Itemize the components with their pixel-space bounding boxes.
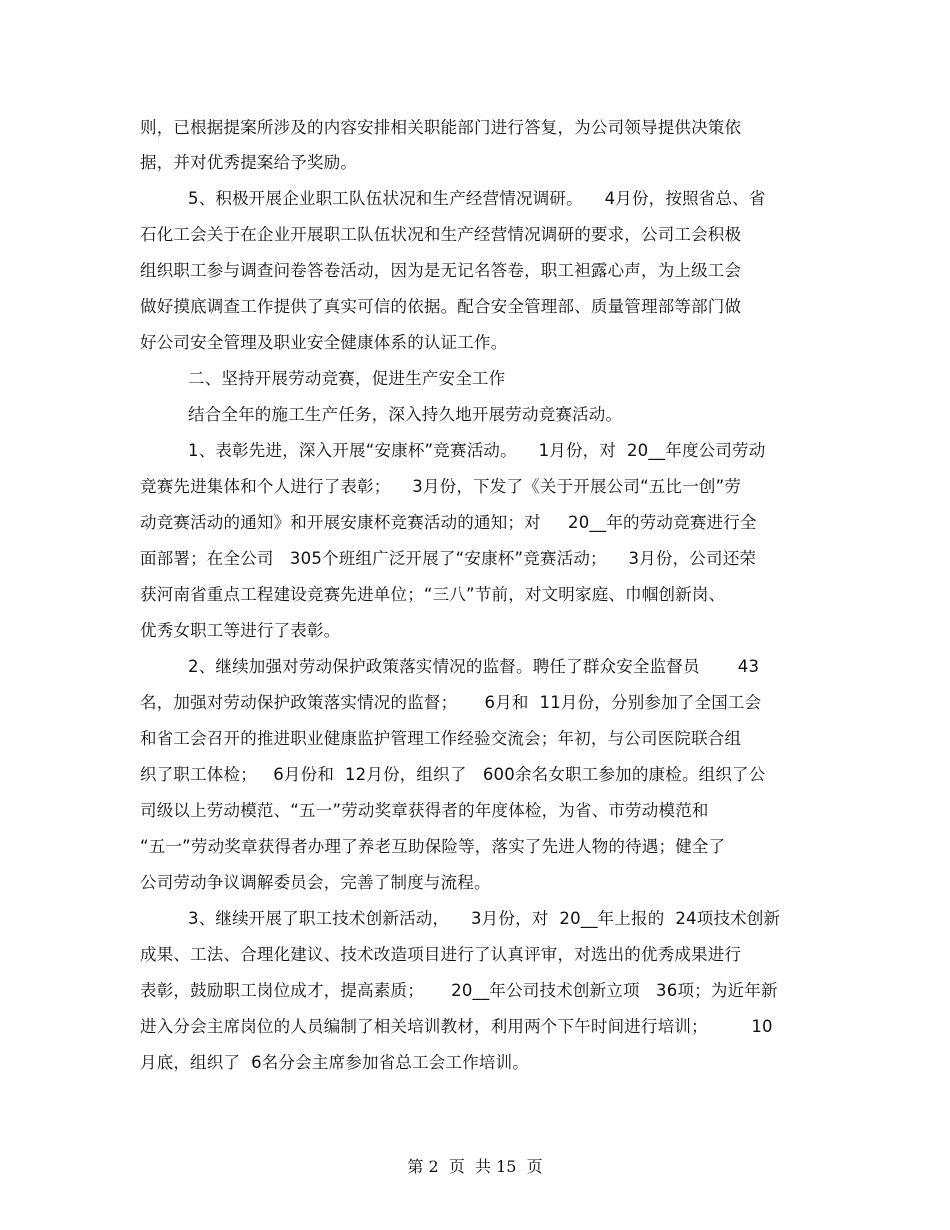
paragraph-line: 1、表彰先进，深入开展“安康杯”竞赛活动。 1月份，对 20__年度公司劳动	[188, 441, 766, 460]
paragraph-line: 月底，组织了 6名分会主席参加省总工会工作培训。	[140, 1053, 529, 1072]
paragraph-line: 面部署；在全公司 305个班组广泛开展了“安康杯”竞赛活动； 3月份，公司还荣	[140, 549, 757, 568]
paragraph-line: 5、积极开展企业职工队伍状况和生产经营情况调研。 4月份，按照省总、省	[188, 189, 766, 208]
paragraph-line: 结合全年的施工生产任务，深入持久地开展劳动竞赛活动。	[188, 405, 623, 424]
paragraph-line: 公司劳动争议调解委员会，完善了制度与流程。	[140, 873, 491, 892]
paragraph-line: 石化工会关于在企业开展职工队伍状况和生产经营情况调研的要求，公司工会积极	[140, 225, 742, 244]
paragraph-line: 成果、工法、合理化建议、技术改造项目进行了认真评审，对选出的优秀成果进行	[140, 945, 742, 964]
paragraph-line: 动竞赛活动的通知》和开展安康杯竞赛活动的通知；对 20__年的劳动竞赛进行全	[140, 513, 757, 532]
paragraph-line: 好公司安全管理及职业安全健康体系的认证工作。	[140, 333, 508, 352]
paragraph-line: 2、继续加强对劳动保护政策落实情况的监督。聘任了群众安全监督员 43	[188, 657, 760, 676]
page-footer: 第 2 页 共 15 页	[407, 1157, 543, 1176]
paragraph-line: 竞赛先进集体和个人进行了表彰； 3月份，下发了《关于开展公司“五比一创”劳	[140, 477, 742, 496]
paragraph-line: 司级以上劳动模范、“五一”劳动奖章获得者的年度体检，为省、市劳动模范和	[140, 801, 709, 820]
paragraph-line: 进入分会主席岗位的人员编制了相关培训教材，利用两个下午时间进行培训； 10	[140, 1017, 773, 1036]
paragraph-line: 二、坚持开展劳动竞赛，促进生产安全工作	[188, 369, 506, 388]
paragraph-line: 名，加强对劳动保护政策落实情况的监督； 6月和 11月份，分别参加了全国工会	[140, 693, 762, 712]
paragraph-line: 获河南省重点工程建设竞赛先进单位；“三八”节前，对文明家庭、巾帼创新岗、	[140, 585, 726, 604]
paragraph-line: “五一”劳动奖章获得者办理了养老互助保险等，落实了先进人物的待遇；健全了	[140, 837, 726, 856]
paragraph-line: 织了职工体检； 6月份和 12月份，组织了 600余名女职工参加的康检。组织了公	[140, 765, 766, 784]
paragraph-line: 和省工会召开的推进职业健康监护管理工作经验交流会；年初，与公司医院联合组	[140, 729, 742, 748]
paragraph-line: 表彰，鼓励职工岗位成才，提高素质； 20__年公司技术创新立项 36项；为近年新	[140, 981, 778, 1000]
paragraph-line: 组织职工参与调查问卷答卷活动，因为是无记名答卷，职工袒露心声，为上级工会	[140, 261, 742, 280]
paragraph-line: 据，并对优秀提案给予奖励。	[140, 153, 358, 172]
paragraph-line: 3、继续开展了职工技术创新活动， 3月份，对 20__年上报的 24项技术创新	[188, 909, 781, 928]
paragraph-line: 优秀女职工等进行了表彰。	[140, 621, 341, 640]
paragraph-line: 则，已根据提案所涉及的内容安排相关职能部门进行答复，为公司领导提供决策依	[140, 118, 742, 137]
paragraph-line: 做好摸底调查工作提供了真实可信的依据。配合安全管理部、质量管理部等部门做	[140, 297, 742, 316]
